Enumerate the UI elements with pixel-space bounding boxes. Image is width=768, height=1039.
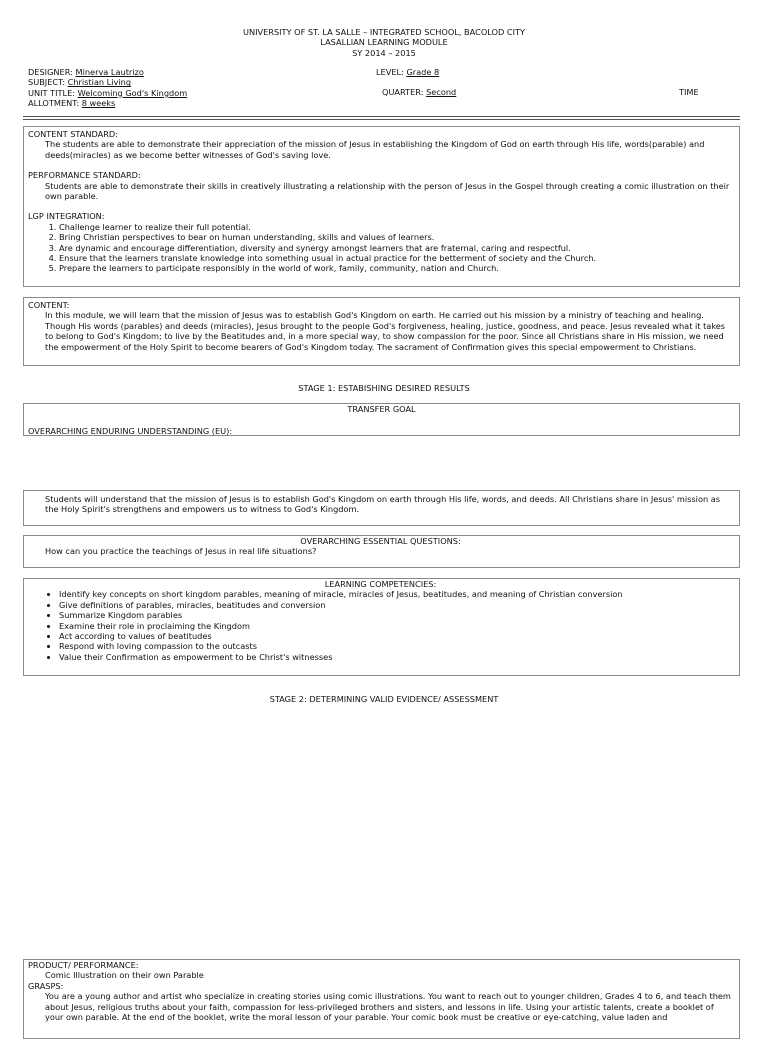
stage2-title: STAGE 2: DETERMINING VALID EVIDENCE/ ASSESSMENT <box>269 694 499 704</box>
content-text: In this module, we will learn that the mission of Jesus was to establish God's Kingdom on earth. He carried out his mission by a ministry of teaching and healing. Though His words (parables) and deeds (miracles), Jesus brought to the people God's forgiveness, healing, justice, goodness, and peace. Jesus revealed what it takes to belong to God's Kingdom; to live by the Beatitudes and, in a more special way, to show compassion for the poor. Since all Christians share in His mission, we need the empowerment of the Holy Spirit to become bearers of God's Kingdom today. The sacrament of Confirmation gives this special empowerment to Christians. <box>45 310 726 352</box>
competencies-list <box>28 589 733 662</box>
eu-text: Students will understand that the mission of Jesus is to establish God's Kingdom on earth through His life, words, and deeds. All Christians share in Jesus' mission as the Holy Spirit's strengthens and empowers us to witness to God's Kingdom. <box>45 494 721 515</box>
performance-standard-text: Students are able to demonstrate their skills in creatively illustrating a relationship with the person of Jesus in the Gospel through creating a comic illustration on their own parable. <box>45 180 730 202</box>
allotment-value: 8 weeks <box>81 98 116 109</box>
performance-standard-label: PERFORMANCE STANDARD: <box>28 170 141 181</box>
product-label: PRODUCT/ PERFORMANCE: <box>28 960 139 970</box>
content-standard-label: CONTENT STANDARD: <box>28 129 118 139</box>
product-box <box>23 959 740 1039</box>
info-left <box>28 67 358 109</box>
competency-item: • Identify key concepts on short kingdom parables, meaning of miracle, miracles of Jesus, beatitudes, and meaning of Christian conversion <box>59 589 733 599</box>
allotment-row: ALLOTMENT: 8 weeks <box>28 98 116 109</box>
competency-item: • Value their Confirmation as empowerment to be Christ's witnesses <box>59 652 733 662</box>
unit-row: UNIT TITLE: Welcoming God's Kingdom <box>28 87 188 98</box>
lgp-item: 4. Ensure that the learners translate knowledge into something usual in actual practice for the betterment of society and the Church. <box>59 253 733 263</box>
lgp-item: 2. Bring Christian perspectives to bear on human understanding, skills and values of learners. <box>59 232 733 242</box>
competency-item: • Respond with loving compassion to the outcasts <box>59 641 733 651</box>
subject-value: Christian Living <box>67 77 132 88</box>
standards-box <box>23 126 740 287</box>
content-label: CONTENT: <box>28 300 70 310</box>
quarter-row: QUARTER: Second <box>382 87 457 97</box>
stage1-title: STAGE 1: ESTABISHING DESIRED RESULTS <box>298 383 470 393</box>
learning-competencies-box <box>23 578 740 676</box>
eu-label: OVERARCHING ENDURING UNDERSTANDING (EU): <box>28 426 233 436</box>
designer-row: DESIGNER: Minerva Lautrizo <box>28 67 144 77</box>
lgp-list <box>28 222 733 274</box>
content-box <box>23 297 740 366</box>
essential-questions-label: OVERARCHING ESSENTIAL QUESTIONS: <box>300 536 461 546</box>
header-line-2: LASALLIAN LEARNING MODULE <box>320 37 448 48</box>
competency-item: • Act according to values of beatitudes <box>59 631 733 641</box>
competency-item: • Summarize Kingdom parables <box>59 610 733 620</box>
competency-item: • Examine their role in proclaiming the Kingdom <box>59 621 733 631</box>
essential-questions-text: How can you practice the teachings of Jesus in real life situations? <box>45 546 317 557</box>
lgp-item: 1. Challenge learner to realize their full potential. <box>59 222 733 232</box>
grasps-label: GRASPS: <box>28 980 64 991</box>
unit-value: Welcoming God's Kingdom <box>77 87 188 98</box>
designer-value: Minerva Lautrizo <box>75 67 144 77</box>
grasps-text: You are a young author and artist who specialize in creating stories using comic illustrations. You want to reach out to younger children, Grades 4 to 6, and teach them about Jesus, religious truths about your faith, compassion for less-privileged brothers and sisters, and lessons in life. Using your artistic talents, create a booklet of your own parable. At the end of the booklet, write the moral lesson of your parable. Your comic book must be creative or eye-catching, value laden and <box>45 991 731 1023</box>
lgp-item: 5. Prepare the learners to participate responsibly in the world of work, family, community, nation and Church. <box>59 263 733 273</box>
level-value: Grade 8 <box>406 67 440 77</box>
header-line-3: SY 2014 – 2015 <box>352 47 416 58</box>
quarter-value: Second <box>426 87 457 97</box>
time-label: TIME <box>679 87 699 97</box>
header-divider-2 <box>23 119 740 120</box>
learning-competencies-label: LEARNING COMPETENCIES: <box>324 579 437 589</box>
competency-item: • Give definitions of parables, miracles, beatitudes and conversion <box>59 600 733 610</box>
school-header <box>0 27 768 58</box>
header-divider <box>23 116 740 117</box>
transfer-goal-box <box>23 403 740 436</box>
product-text: Comic Illustration on their own Parable <box>45 970 204 981</box>
lgp-item: 3. Are dynamic and encourage differentiation, diversity and synergy amongst learners that are fraternal, caring and respectful. <box>59 243 733 253</box>
eu-box <box>23 490 740 526</box>
subject-row: SUBJECT: Christian Living <box>28 77 132 88</box>
level-row: LEVEL: Grade 8 <box>376 67 465 77</box>
essential-questions-box <box>23 535 740 568</box>
transfer-goal-label: TRANSFER GOAL <box>347 404 416 414</box>
content-standard-text: The students are able to demonstrate their appreciation of the mission of Jesus in establishing the Kingdom of God on earth through His life, words(parable) and deeds(miracles) as we become better witnesses of God's saving love. <box>45 139 705 160</box>
header-line-1: UNIVERSITY OF ST. LA SALLE – INTEGRATED SCHOOL, BACOLOD CITY <box>242 27 526 37</box>
lgp-integration-label: LGP INTEGRATION: <box>28 211 105 222</box>
